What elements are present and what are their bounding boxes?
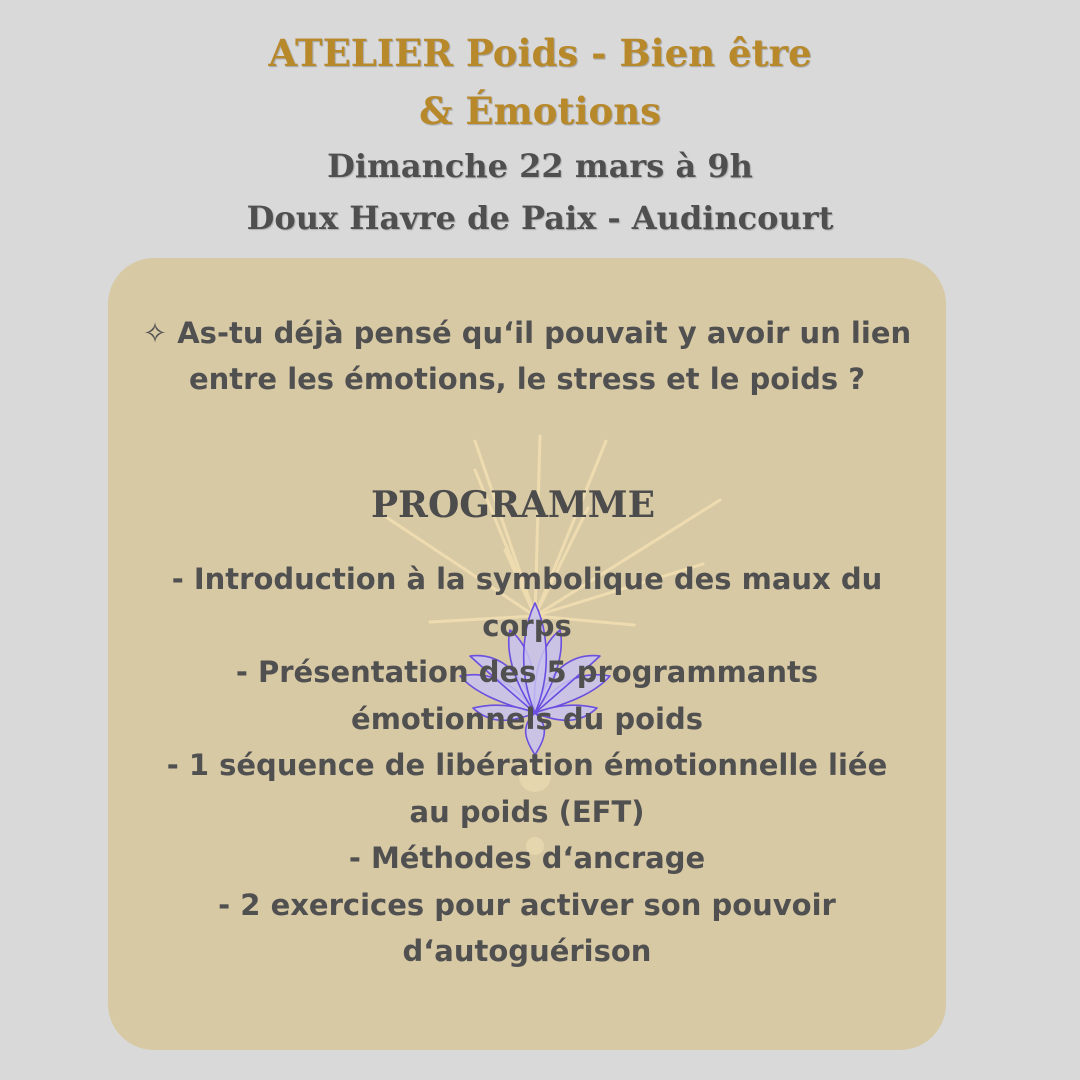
intro-question: ✧ As-tu déjà pensé qu‘il pouvait y avoir un lien entre les émotions, le stress et le poids ? bbox=[142, 316, 912, 396]
programme-item: - 2 exercices pour activer son pouvoir d‘autoguérison bbox=[218, 887, 836, 968]
programme-item: - 1 séquence de libération émotionnelle liée au poids (EFT) bbox=[166, 748, 888, 829]
event-date: Dimanche 22 mars à 9h bbox=[327, 147, 753, 185]
programme-item: - Méthodes d‘ancrage bbox=[348, 841, 706, 875]
event-location: Doux Havre de Paix - Audincourt bbox=[246, 199, 834, 237]
programme-list bbox=[148, 556, 906, 975]
title-line-2: & Émotions bbox=[419, 89, 661, 133]
title-line-1: ATELIER Poids - Bien être bbox=[268, 31, 812, 75]
programme-title: PROGRAMME bbox=[370, 484, 656, 526]
programme-item: - Introduction à la symbolique des maux du corps bbox=[171, 562, 883, 643]
programme-item: - Présentation des 5 programmants émotionnels du poids bbox=[235, 655, 819, 736]
header bbox=[0, 24, 1080, 244]
info-card bbox=[108, 258, 946, 1050]
